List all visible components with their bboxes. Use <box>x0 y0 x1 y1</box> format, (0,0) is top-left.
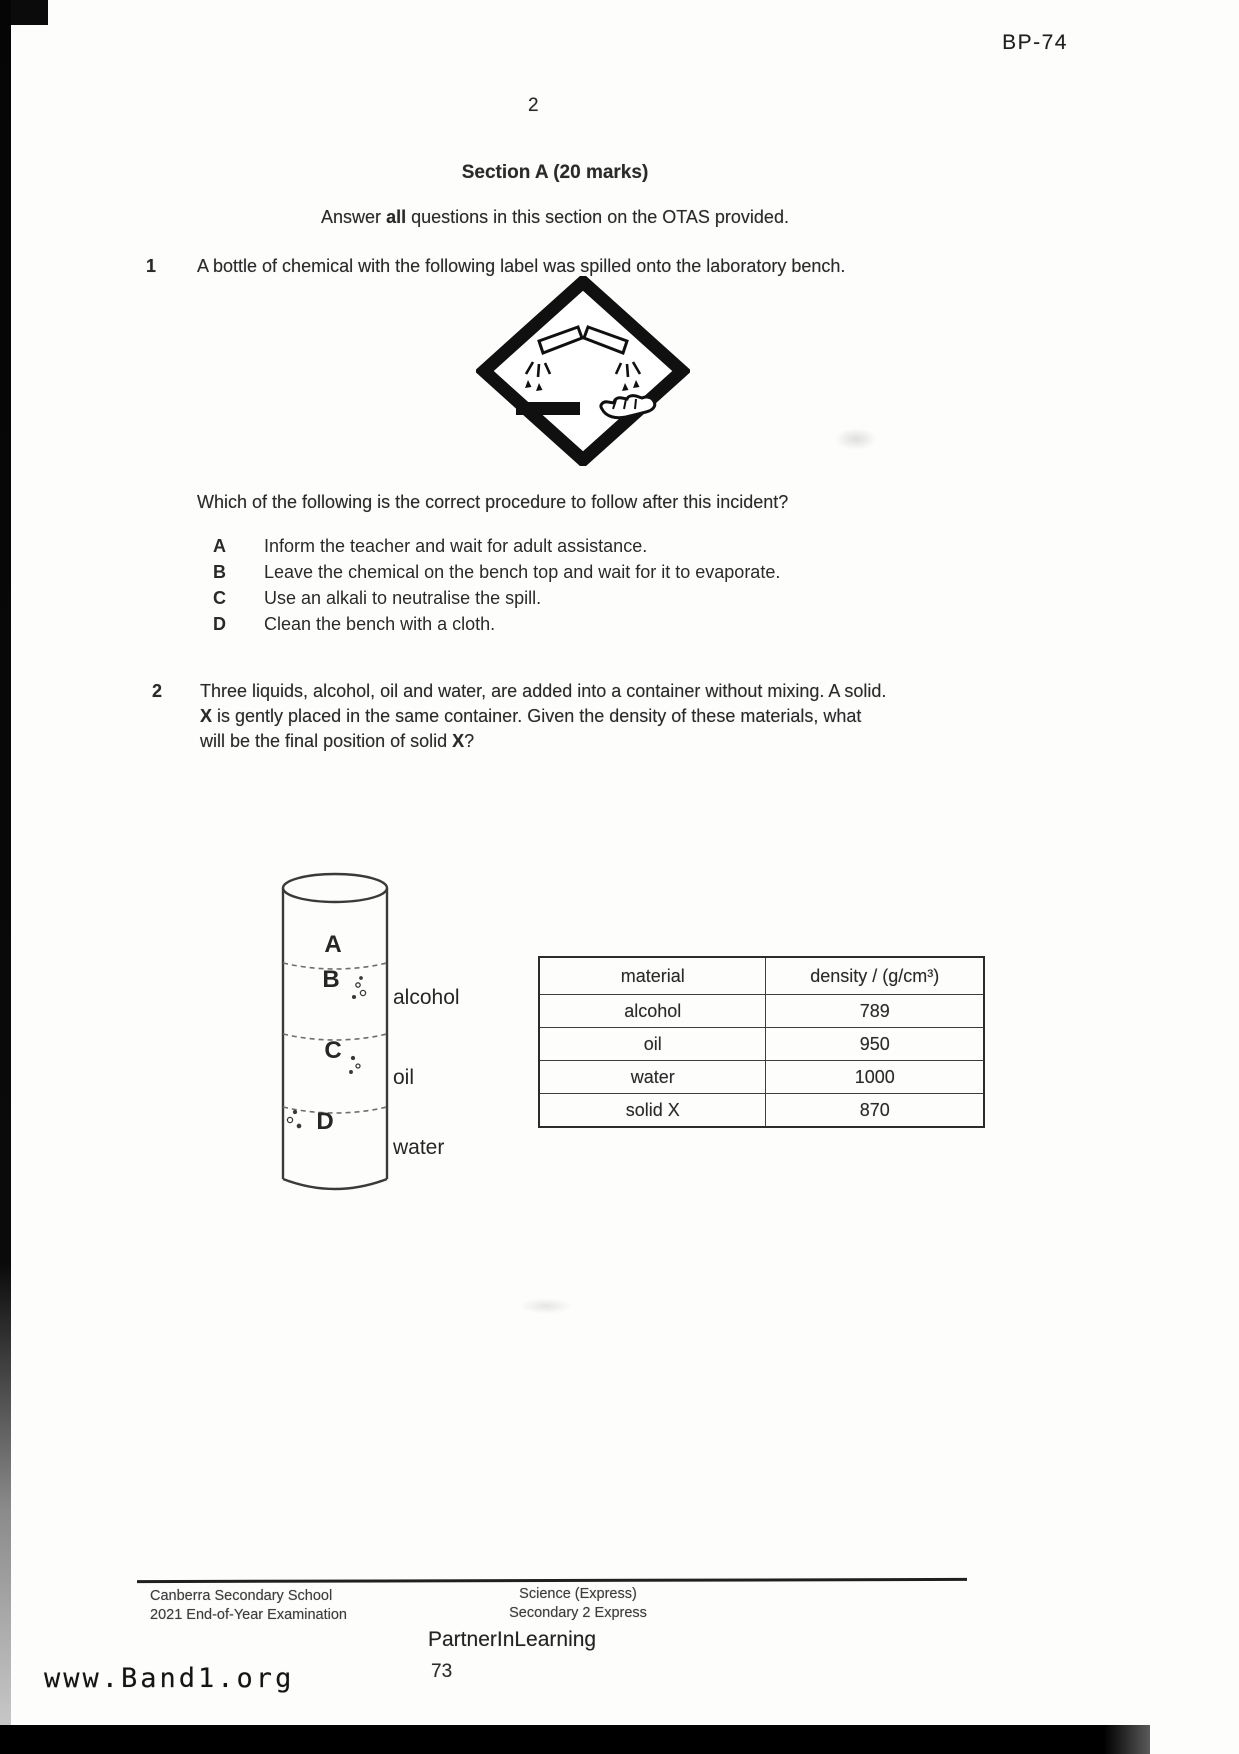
cell-material: oil <box>539 1028 766 1061</box>
zone-label-a: A <box>324 931 342 958</box>
stem-line3-suffix: ? <box>464 731 475 751</box>
question2-number: 2 <box>152 681 163 701</box>
corrosive-hazard-icon <box>476 276 690 466</box>
cell-density: 870 <box>766 1094 984 1128</box>
scan-smudge <box>835 428 877 450</box>
cell-material: alcohol <box>539 995 766 1028</box>
footer-page-ref: 73 <box>431 1661 453 1682</box>
band1-watermark: www.Band1.org <box>44 1663 295 1694</box>
question2-stem-line1: Three liquids, alcohol, oil and water, are added into a container without mixing. A solid. <box>200 681 887 701</box>
scan-bottom-edge-bar <box>0 1725 1150 1754</box>
stem-line3-prefix: will be the final position of solid <box>200 731 453 751</box>
scan-left-edge-strip <box>0 0 11 1754</box>
option-letter: B <box>213 562 226 582</box>
table-header-row <box>539 957 984 995</box>
option-text: Use an alkali to neutralise the spill. <box>264 588 542 608</box>
partner-in-learning-label: PartnerInLearning <box>428 1628 597 1651</box>
liquid-layers-cylinder-diagram <box>255 866 490 1201</box>
footer-school-name: Canberra Secondary School <box>150 1588 333 1604</box>
question1-stem: A bottle of chemical with the following label was spilled onto the laboratory bench. <box>197 256 846 276</box>
surface-bar <box>516 402 580 415</box>
footer-level: Secondary 2 Express <box>509 1605 647 1621</box>
section-title: Section A (20 marks) <box>461 162 649 183</box>
cell-density: 789 <box>766 995 984 1028</box>
page-number: 2 <box>528 95 539 116</box>
option-letter: C <box>213 588 226 608</box>
table-row <box>539 1028 984 1061</box>
footer-subject-block <box>452 1585 704 1623</box>
table-row <box>539 1061 984 1094</box>
col-header-material: material <box>539 957 766 995</box>
cylinder-top-ellipse <box>283 874 387 902</box>
cell-material: water <box>539 1061 766 1094</box>
instruction-bold-word: all <box>386 207 407 227</box>
cell-material: solid X <box>539 1094 766 1128</box>
zone-label-b: B <box>322 966 340 993</box>
layer-label-water: water <box>393 1136 445 1159</box>
layer-label-oil: oil <box>393 1066 415 1089</box>
cell-density: 950 <box>766 1028 984 1061</box>
question2-stem-line2 <box>200 706 861 727</box>
zone-label-d: D <box>316 1108 334 1135</box>
option-text: Inform the teacher and wait for adult assistance. <box>264 536 648 556</box>
section-instruction <box>140 207 970 228</box>
density-table <box>538 956 985 1128</box>
solid-x-bold: X <box>200 706 213 726</box>
solid-x-bold: X <box>452 731 465 751</box>
footer-subject: Science (Express) <box>519 1586 637 1602</box>
table-row <box>539 1094 984 1128</box>
question1-question: Which of the following is the correct procedure to follow after this incident? <box>197 492 789 512</box>
footer-divider <box>137 1578 967 1583</box>
instruction-suffix: questions in this section on the OTAS provided. <box>406 207 789 227</box>
stem-line2-rest: is gently placed in the same container. Given the density of these materials, what <box>212 706 862 726</box>
question1-number: 1 <box>146 256 157 276</box>
layer-label-alcohol: alcohol <box>393 986 460 1009</box>
cell-density: 1000 <box>766 1061 984 1094</box>
option-text: Leave the chemical on the bench top and wait for it to evaporate. <box>264 562 781 582</box>
question2-stem-line3 <box>200 731 474 752</box>
option-letter: D <box>213 614 226 634</box>
cylinder-bottom-curve <box>283 1179 387 1189</box>
instruction-prefix: Answer <box>321 207 387 227</box>
hazard-diamond-border <box>484 282 682 460</box>
scan-smudge <box>520 1298 572 1314</box>
col-header-density: density / (g/cm³) <box>766 957 984 995</box>
footer-exam-name: 2021 End-of-Year Examination <box>150 1607 347 1623</box>
footer-school-block <box>150 1587 347 1625</box>
table-row <box>539 995 984 1028</box>
option-letter: A <box>213 536 226 556</box>
option-text: Clean the bench with a cloth. <box>264 614 496 634</box>
zone-label-c: C <box>324 1037 342 1064</box>
booklet-code: BP-74 <box>1002 31 1068 54</box>
